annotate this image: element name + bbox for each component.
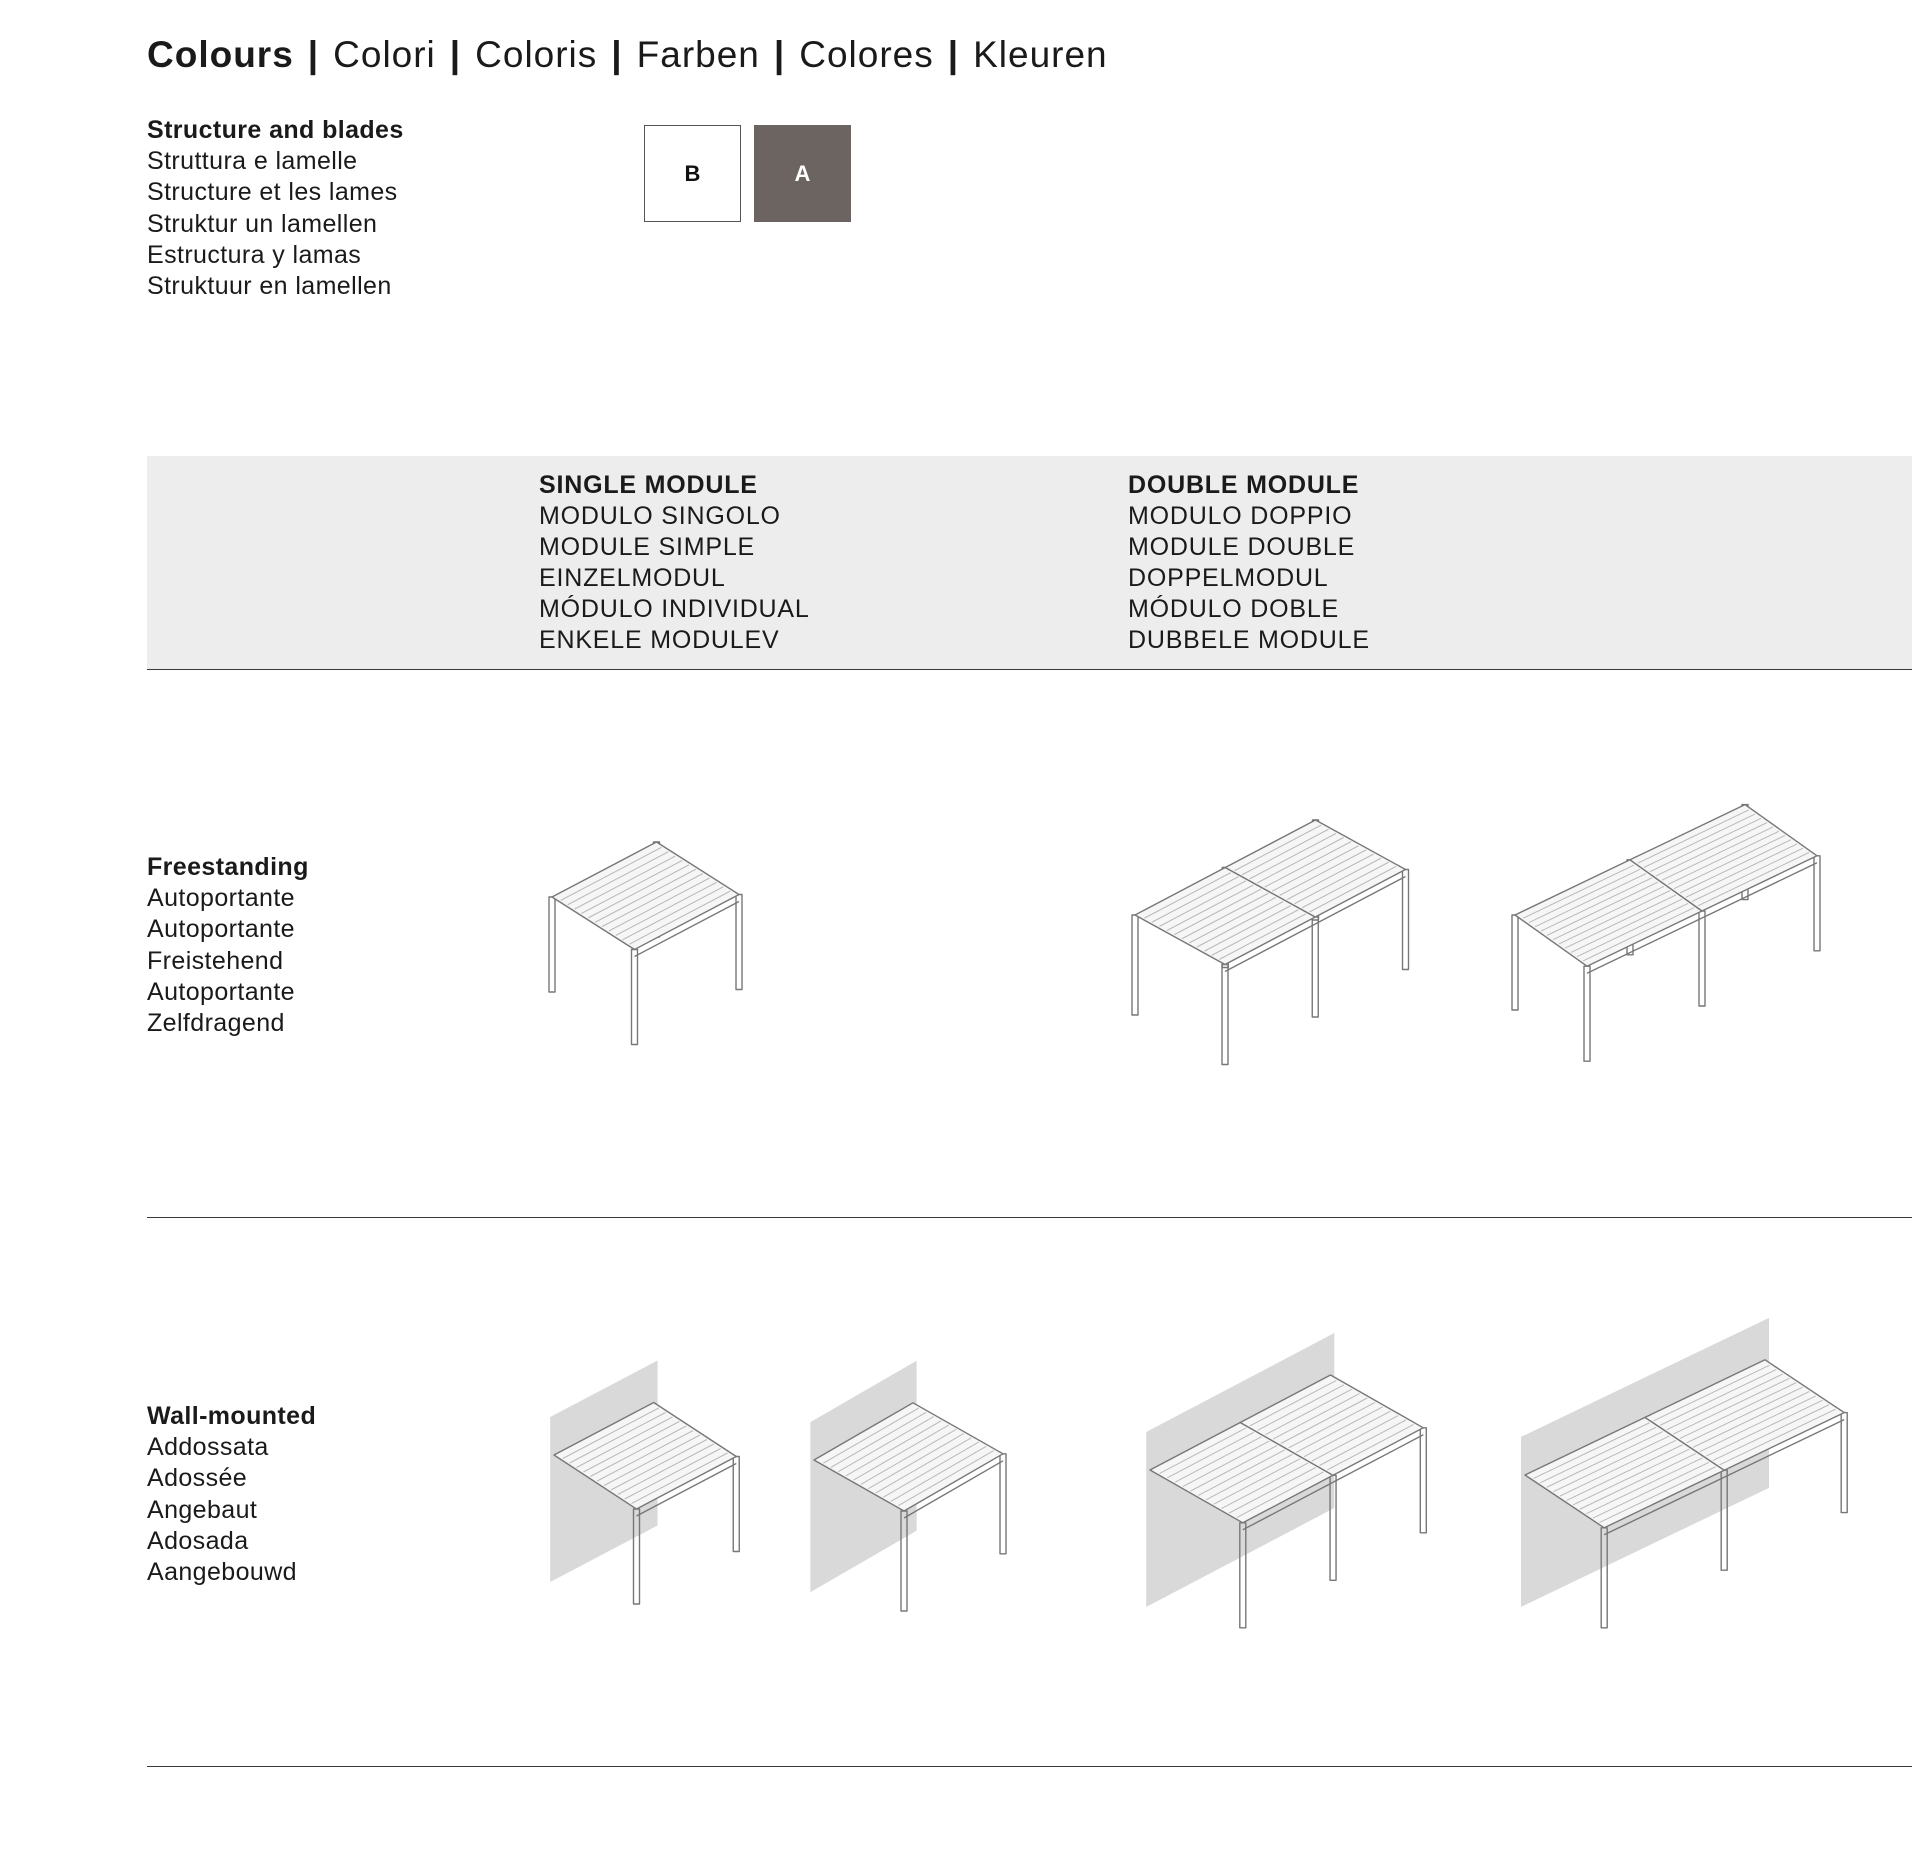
- label-line: Wall-mounted: [147, 1402, 317, 1430]
- label-line: Zelfdragend: [147, 1009, 285, 1038]
- swatch-code: A: [794, 160, 811, 186]
- title-item-colori: Colori: [333, 34, 436, 75]
- label-line: Structure and blades: [147, 116, 404, 144]
- freestanding-label: [147, 852, 309, 1039]
- header-line: MODULO DOPPIO: [1128, 502, 1353, 530]
- pergola-freestanding-double-drawing: [1120, 820, 1420, 1070]
- double-module-header: [1128, 470, 1370, 656]
- title-separator: |: [307, 34, 320, 75]
- colour-swatch-a: [754, 125, 851, 222]
- title-separator: |: [611, 34, 623, 75]
- module-header-band: [147, 456, 1912, 670]
- post: [1584, 966, 1590, 1061]
- header-line: DOUBLE MODULE: [1128, 471, 1360, 499]
- header-line: MODULE DOUBLE: [1128, 533, 1356, 561]
- label-line: Freistehend: [147, 946, 284, 975]
- post: [733, 1457, 739, 1552]
- label-line: Autoportante: [147, 884, 295, 913]
- label-line: Adosada: [147, 1526, 249, 1555]
- structure-and-blades-label: [147, 115, 404, 302]
- header-line: MÓDULO INDIVIDUAL: [539, 595, 810, 623]
- label-line: Autoportante: [147, 915, 295, 944]
- label-line: Addossata: [147, 1433, 269, 1462]
- label-line: Struttura e lamelle: [147, 147, 358, 176]
- header-line: MODULE SIMPLE: [539, 533, 756, 561]
- label-line: Autoportante: [147, 977, 295, 1006]
- title-separator: |: [449, 34, 462, 75]
- post: [1420, 1428, 1426, 1533]
- single-module-header: [539, 470, 810, 656]
- header-line: EINZELMODUL: [539, 564, 726, 592]
- label-line: Estructura y lamas: [147, 240, 362, 269]
- post: [1699, 911, 1705, 1006]
- header-line: DOPPELMODUL: [1128, 564, 1329, 592]
- pergola-wall-mounted-single-drawing: [540, 1385, 760, 1615]
- swatch-code: B: [684, 160, 701, 186]
- page-title: [147, 34, 1108, 76]
- post: [1222, 965, 1228, 1065]
- pergola-wall-mounted-single-rotated-drawing: [800, 1375, 1020, 1615]
- post: [1814, 856, 1820, 951]
- title-item-farben: Farben: [636, 34, 760, 75]
- header-line: ENKELE MODULEV: [539, 626, 780, 654]
- label-line: Struktur un lamellen: [147, 209, 378, 238]
- post: [1132, 915, 1138, 1015]
- title-separator: |: [773, 34, 786, 75]
- post: [1403, 870, 1409, 970]
- pergola-freestanding-double-wide-drawing: [1500, 810, 1800, 1070]
- post: [1000, 1454, 1006, 1554]
- label-line: Structure et les lames: [147, 178, 398, 207]
- pergola-freestanding-single-drawing: [540, 835, 760, 1045]
- header-line: DUBBELE MODULE: [1128, 626, 1370, 654]
- post: [632, 950, 638, 1045]
- colour-swatch-b: [644, 125, 741, 222]
- title-item-kleuren: Kleuren: [973, 34, 1108, 75]
- post: [736, 895, 742, 990]
- label-line: Freestanding: [147, 853, 309, 881]
- row-divider: [147, 1217, 1912, 1218]
- header-line: SINGLE MODULE: [539, 471, 758, 499]
- post: [1312, 917, 1318, 1017]
- title-separator: |: [947, 34, 960, 75]
- pergola-wall-mounted-double-drawing: [1130, 1360, 1430, 1640]
- row-divider: [147, 1766, 1912, 1767]
- title-item-coloris: Coloris: [475, 34, 598, 75]
- header-line: MODULO SINGOLO: [539, 502, 781, 530]
- header-line: MÓDULO DOBLE: [1128, 595, 1340, 623]
- label-line: Angebaut: [147, 1495, 258, 1524]
- pergola-wall-mounted-double-wide-drawing: [1505, 1350, 1815, 1640]
- label-line: Struktuur en lamellen: [147, 272, 392, 301]
- post: [549, 897, 555, 992]
- wall-mounted-label: [147, 1401, 316, 1588]
- post: [1512, 915, 1518, 1010]
- title-item-colours: Colours: [147, 34, 294, 75]
- title-item-colores: Colores: [799, 34, 934, 75]
- post: [1841, 1413, 1847, 1513]
- label-line: Adossée: [147, 1464, 248, 1493]
- label-line: Aangebouwd: [147, 1558, 297, 1587]
